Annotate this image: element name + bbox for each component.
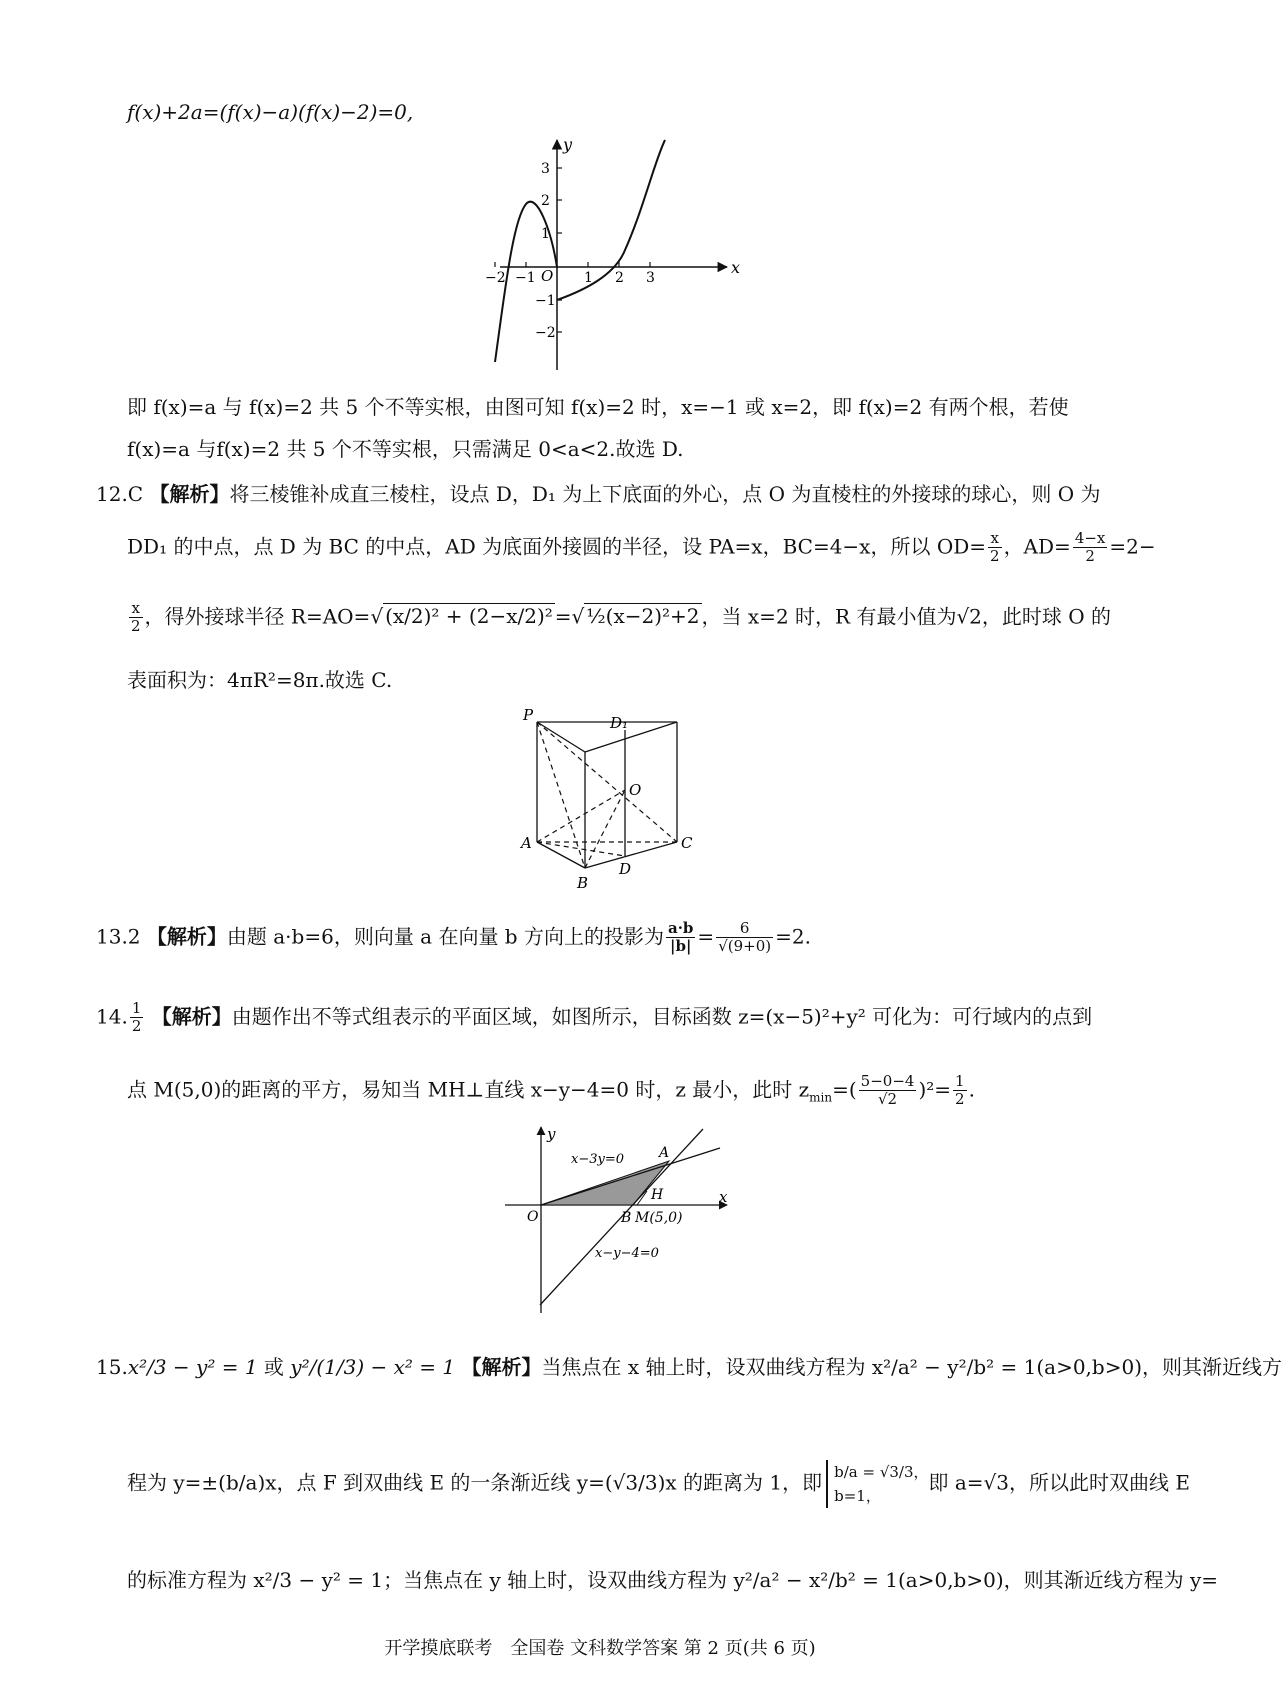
projection-fraction: $\frac{a\cdot b}{|b|}$ — [667, 919, 694, 956]
y-tick-label: −1 — [535, 293, 556, 309]
y-axis-label: y — [547, 1125, 556, 1143]
q12-text2b: ，AD= — [1003, 534, 1071, 559]
point-O-label: O — [629, 781, 642, 799]
q12-text3b: ，当 x=2 时，R 有最小值为√2，此时球 O 的 — [701, 604, 1112, 629]
page-footer: 开学摸底联考 全国卷 文科数学答案 第 2 页(共 6 页) — [384, 1638, 816, 1659]
q12-text2c: =2− — [1109, 534, 1156, 559]
q12-prism-figure — [515, 706, 705, 900]
q12-line3: $\frac{x}{2}$ ，得外接球半径 R=AO=√ (x/2)² + (2−x/2)² =√ ½(x−2)²+2 ，当 x=2 时，R 有最小值为√2，此时球 O 的 — [131, 599, 1112, 636]
point-D1-label: D₁ — [610, 714, 629, 732]
q13-line: 13.2 【解析】由题 a·b=6，则向量 a 在向量 b 方向上的投影为 $\frac{a\cdot b}{|b|}$ = $\frac{6}{√(9+0)}$ =2. — [96, 919, 811, 956]
q15-answer-b: y²/(1/3) − x² = 1 — [290, 1355, 456, 1379]
q15-number: 15. — [96, 1355, 128, 1379]
q12-analysis-tag: 【解析】 — [149, 482, 230, 506]
q14-text1: 由题作出不等式组表示的平面区域，如图所示，目标函数 z=(x−5)²+y² 可化为：可行域内的点到 — [231, 1004, 1093, 1029]
origin-label: O — [527, 1209, 539, 1225]
point-P-label: P — [523, 706, 534, 724]
line2-label: x−y−4=0 — [595, 1246, 659, 1261]
point-A-label: A — [659, 1145, 670, 1161]
equation-system: b/a = √3/3， b=1， — [826, 1460, 928, 1508]
q11-explanation-line1: 即 f(x)=a 与 f(x)=2 共 5 个不等实根，由图可知 f(x)=2 时，x=−1 或 x=2，即 f(x)=2 有两个根，若使 — [127, 395, 1069, 419]
y-tick-label: −2 — [535, 325, 556, 341]
x-axis-label: x — [719, 1188, 728, 1206]
value-fraction: $\frac{6}{√(9+0)}$ — [718, 919, 772, 956]
x-tick-label: −1 — [515, 270, 536, 286]
point-D-label: D — [619, 860, 632, 878]
q15-line3: 的标准方程为 x²/3 − y² = 1；当焦点在 y 轴上时，设双曲线方程为 y²/a² − x²/b² = 1(a>0,b>0)，则其渐近线方程为 y= — [127, 1568, 1219, 1592]
q13-analysis-tag: 【解析】 — [146, 924, 227, 949]
sqrt-expression-1: (x/2)² + (2−x/2)² — [385, 604, 553, 629]
fraction-4-minus-x-over-2: $\frac{4-x}{2}$ — [1074, 529, 1106, 566]
x-tick-label: −2 — [485, 270, 506, 286]
q15-analysis-tag: 【解析】 — [461, 1355, 542, 1379]
q14-analysis-tag: 【解析】 — [151, 1004, 232, 1029]
point-H-label: H — [651, 1187, 664, 1203]
q15-text2a: 程为 y=±(b/a)x，点 F 到双曲线 E 的一条渐近线 y=(√3/3)x 的距离为 1，即 — [127, 1470, 823, 1495]
q11-equation: f(x)+2a=(f(x)−a)(f(x)−2)=0, — [127, 100, 414, 124]
origin-label: O — [541, 267, 554, 285]
fraction-x-over-2: $\frac{x}{2}$ — [131, 599, 141, 636]
q12-line2 — [127, 530, 1156, 566]
point-B-label: B — [621, 1210, 632, 1226]
sqrt-expression-2: ½(x−2)²+2 — [586, 604, 700, 629]
point-A-label: A — [521, 834, 532, 852]
x-tick-label: 2 — [615, 270, 624, 286]
q11-cubic-graph — [485, 135, 745, 380]
q14-answer-fraction: $\frac{1}{2}$ — [131, 999, 142, 1036]
q14-number: 14. — [96, 1004, 128, 1029]
q12-line1 — [96, 482, 1101, 506]
q12-text3a: ，得外接球半径 R=AO= — [144, 604, 371, 629]
q12-number: 12.C — [96, 482, 144, 506]
y-tick-label: 1 — [541, 226, 550, 242]
fraction-x-over-2: $\frac{x}{2}$ — [990, 529, 1000, 566]
q13-number: 13.2 — [96, 924, 141, 949]
q15-text1: 当焦点在 x 轴上时，设双曲线方程为 x²/a² − y²/b² = 1(a>0,b>0)，则其渐近线方 — [541, 1355, 1282, 1379]
q14-line2: 点 M(5,0)的距离的平方，易知当 MH⊥直线 x−y−4=0 时，z 最小，此时 $z_{min}=$( $\frac{5-0-4}{√2}$ )²= $\frac{1}{2}$ . — [127, 1072, 975, 1109]
x-tick-label: 1 — [584, 270, 593, 286]
q13-text: 由题 a·b=6，则向量 a 在向量 b 方向上的投影为 — [226, 924, 664, 949]
x-axis-label: x — [731, 258, 741, 277]
q11-explanation-line2: f(x)=a 与f(x)=2 共 5 个不等实根，只需满足 0<a<2.故选 D. — [127, 437, 684, 461]
line1-label: x−3y=0 — [571, 1152, 625, 1167]
zmin-fraction: $\frac{5-0-4}{√2}$ — [860, 1072, 915, 1109]
half-fraction: $\frac{1}{2}$ — [955, 1072, 965, 1109]
point-M-label: M(5,0) — [635, 1210, 683, 1226]
q15-line2 — [127, 1460, 1190, 1508]
q15-answer-a: x²/3 − y² = 1 — [127, 1355, 258, 1379]
q15-line1: 15.x²/3 − y² = 1 或 y²/(1/3) − x² = 1 【解析】当焦点在 x 轴上时，设双曲线方程为 x²/a² − y²/b² = 1(a>0,b>0)，则其渐近线方 — [96, 1355, 1282, 1379]
q15-text2b: 即 a=√3，所以此时双曲线 E — [928, 1470, 1190, 1495]
q12-text1: 将三棱锥补成直三棱柱，设点 D，D₁ 为上下底面的外心，点 O 为直棱柱的外接球的球心，则 O 为 — [229, 482, 1101, 506]
x-tick-label: 3 — [646, 270, 655, 286]
point-C-label: C — [681, 834, 693, 852]
point-B-label: B — [577, 874, 589, 892]
q14-line1 — [96, 1000, 1092, 1036]
q12-text2a: DD₁ 的中点，点 D 为 BC 的中点，AD 为底面外接圆的半径，设 PA=x，BC=4−x，所以 OD= — [127, 534, 987, 559]
y-tick-label: 3 — [541, 161, 550, 177]
q12-line4: 表面积为：4πR²=8π.故选 C. — [127, 668, 393, 692]
y-axis-label: y — [563, 135, 573, 154]
y-tick-label: 2 — [541, 193, 550, 209]
q14-region-figure — [505, 1125, 745, 1315]
